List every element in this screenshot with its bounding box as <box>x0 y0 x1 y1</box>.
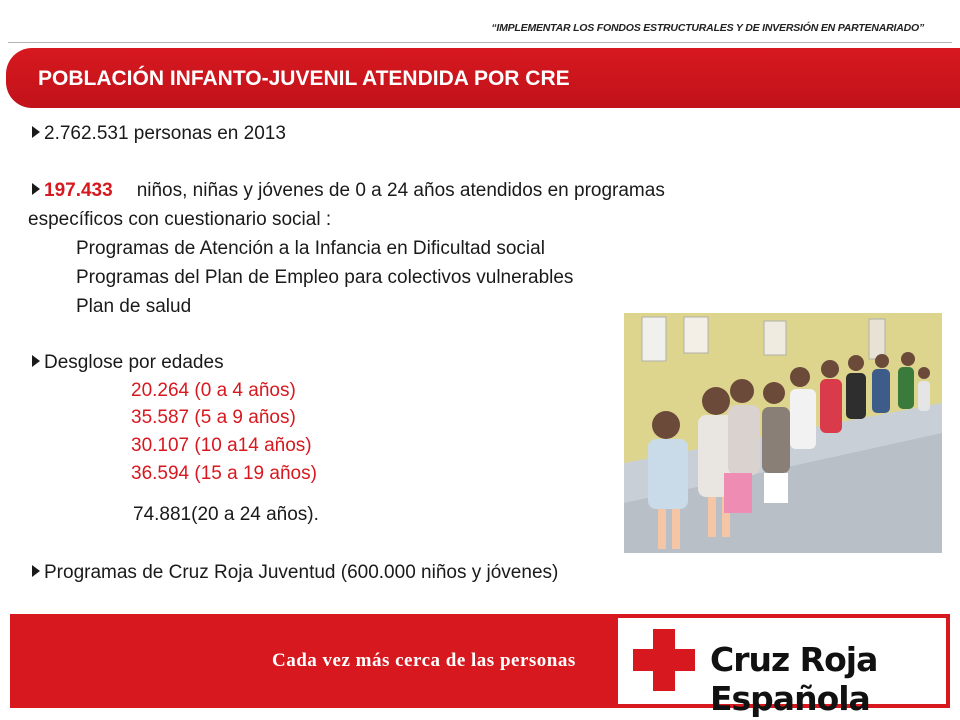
age-group-item: 35.587 (5 a 9 años) <box>131 407 296 428</box>
bullet-text: Desglose por edades <box>44 352 224 373</box>
arrow-bullet-icon <box>32 126 40 138</box>
children-count: 197.433 <box>44 180 113 201</box>
arrow-bullet-icon <box>32 565 40 577</box>
children-photo <box>624 313 942 553</box>
bullet-text: Programas de Cruz Roja Juventud (600.000 niños y jóvenes) <box>44 562 559 583</box>
program-item: Programas de Atención a la Infancia en Dificultad social <box>76 238 545 259</box>
header-tagline: “IMPLEMENTAR LOS FONDOS ESTRUCTURALES Y DE INVERSIÓN EN PARTENARIADO” <box>491 22 924 34</box>
arrow-bullet-icon <box>32 183 40 195</box>
arrow-bullet-icon <box>32 355 40 367</box>
bullet-children-attended <box>32 180 665 202</box>
cruz-roja-logo <box>618 618 946 718</box>
bullet-age-breakdown <box>32 352 224 374</box>
footer-bar <box>10 614 950 718</box>
program-item: Plan de salud <box>76 296 192 317</box>
logo-text: Cruz Roja Española <box>710 640 878 718</box>
program-item: Programas del Plan de Empleo para colectivos vulnerables <box>76 267 574 288</box>
age-group-item: 74.881(20 a 24 años). <box>133 504 319 525</box>
bullet-youth-programs <box>32 562 558 584</box>
age-group-item: 30.107 (10 a14 años) <box>131 435 312 456</box>
bullet-continuation: específicos con cuestionario social : <box>28 209 332 230</box>
age-group-item: 20.264 (0 a 4 años) <box>131 380 296 401</box>
red-cross-icon <box>626 621 706 701</box>
bullet-text: niños, niñas y jóvenes de 0 a 24 años atendidos en programas <box>136 180 665 201</box>
footer-slogan: Cada vez más cerca de las personas <box>272 650 576 671</box>
slide-title: POBLACIÓN INFANTO-JUVENIL ATENDIDA POR CRE <box>38 67 570 90</box>
bullet-text: 2.762.531 personas en 2013 <box>44 123 286 144</box>
bullet-total-people <box>32 123 286 145</box>
age-group-item: 36.594 (15 a 19 años) <box>131 463 317 484</box>
